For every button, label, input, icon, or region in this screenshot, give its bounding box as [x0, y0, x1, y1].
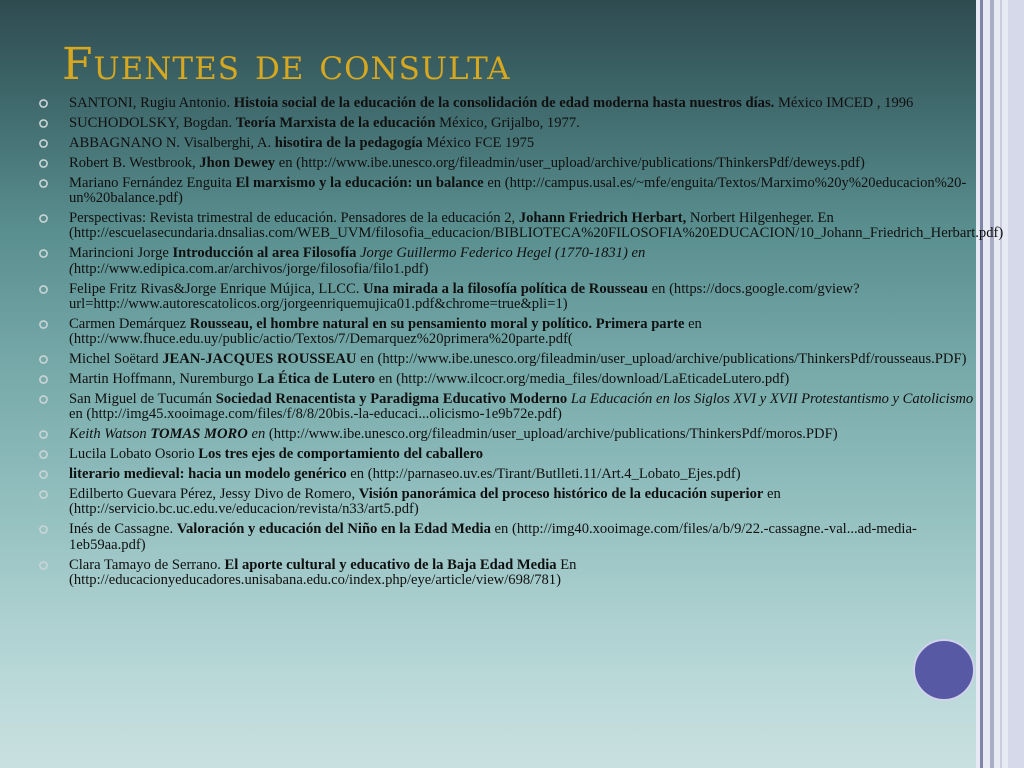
reference-item — [38, 209, 1004, 242]
reference-text-part: Edilberto Guevara Pérez, Jessy Divo de Romero, — [69, 486, 359, 503]
ring-bullet-icon — [38, 449, 49, 460]
reference-text-part: en (http://www.fhuce.edu.uy/public/actio/Textos/7/Demarquez%20primera%20parte.pdf( — [69, 315, 702, 348]
reference-text-part: en (http://parnaseo.uv.es/Tirant/Butlleti.11/Art.4_Lobato_Ejes.pdf) — [346, 466, 741, 483]
reference-text-part: En (http://educacionyeducadores.unisabana.edu.co/index.php/eye/article/view/698/781) — [69, 556, 577, 589]
ring-bullet-icon — [38, 98, 49, 109]
reference-text-part: Marincioni Jorge — [69, 245, 173, 262]
reference-text-part: Mariano Fernández Enguita — [69, 174, 236, 191]
right-border-decoration — [976, 0, 1024, 768]
reference-text-part: hisotira de la pedagogía — [274, 134, 423, 151]
reference-item — [38, 156, 982, 171]
reference-text-part: Lucila Lobato Osorio — [69, 446, 199, 463]
reference-text-part: en (http://www.ibe.unesco.org/fileadmin/user_upload/archive/publications/ThinkersPdf/deweys.pdf) — [275, 154, 865, 171]
reference-item — [38, 317, 982, 348]
reference-text-part: México IMCED , 1996 — [774, 95, 914, 111]
ring-bullet-icon — [38, 319, 49, 330]
reference-text-part: SANTONI, Rugiu Antonio. — [69, 95, 234, 111]
reference-item — [38, 96, 982, 111]
reference-text-part: Martin Hoffmann, Nuremburgo — [69, 371, 258, 388]
reference-text-part: Visión panorámica del proceso histórico de la educación superior — [358, 486, 764, 503]
reference-text-part: en (http://img40.xooimage.com/files/a/b/9/22.-cassagne.-val...ad-media-1eb59aa.pdf) — [69, 521, 917, 553]
ring-bullet-icon — [38, 213, 49, 224]
reference-text-part: Rousseau, el hombre natural en su pensamiento moral y político. Primera parte — [189, 315, 685, 332]
reference-text-part: Teoría Marxista de la educación — [235, 114, 436, 131]
reference-text-part: La Ética de Lutero — [257, 371, 376, 388]
ring-bullet-icon — [38, 524, 49, 535]
reference-text-part: (http://www.ibe.unesco.org/fileadmin/user_upload/archive/publications/ThinkersPdf/moros.PDF) — [265, 426, 838, 443]
ring-bullet-icon — [38, 354, 49, 365]
reference-item — [38, 467, 982, 482]
reference-text-part: ABBAGNANO N. Visalberghi, A. — [69, 134, 275, 151]
reference-text-part: Robert B. Westbrook, — [69, 154, 200, 171]
reference-item — [38, 392, 982, 423]
border-stripe — [990, 0, 994, 768]
reference-text-part: La Educación en los Siglos XVI y XVII Protestantismo y Catolicismo — [567, 391, 974, 407]
reference-text-part: en (https://docs.google.com/gview?url=http://www.autorescatolicos.org/jorgeenriquemujica01.pdf&chrome=true&pli=1) — [69, 280, 860, 312]
ring-bullet-icon — [38, 560, 49, 571]
reference-text-part: Keith Watson — [69, 426, 151, 443]
reference-text-part: en (http://www.ilcocr.org/media_files/download/LaEticadeLutero.pdf) — [375, 371, 790, 388]
slide-title: Fuentes de consulta — [62, 39, 511, 90]
reference-item — [38, 522, 982, 553]
reference-text-part: Carmen Demárquez — [69, 315, 190, 332]
reference-text-part: TOMAS MORO — [150, 426, 248, 443]
ring-bullet-icon — [38, 118, 49, 129]
ring-bullet-icon — [38, 489, 49, 500]
reference-text-part: Valoración y educación del Niño en la Edad Media — [176, 521, 491, 538]
reference-text-part: en (http://servicio.bc.uc.edu.ve/educacion/revista/n33/art5.pdf) — [69, 486, 781, 518]
reference-text-part: JEAN-JACQUES ROUSSEAU — [162, 351, 357, 368]
reference-text-part: Felipe Fritz Rivas&Jorge Enrique Mújica, LLCC. — [69, 280, 363, 297]
circle-decoration — [913, 639, 975, 701]
ring-bullet-icon — [38, 394, 49, 405]
reference-text-part: Clara Tamayo de Serrano. — [69, 556, 225, 573]
reference-text-part: México FCE 1975 — [422, 134, 535, 151]
reference-item — [38, 487, 982, 518]
reference-item — [38, 372, 982, 387]
ring-bullet-icon — [38, 178, 49, 189]
reference-text-part: Jhon Dewey — [199, 154, 276, 171]
reference-text-part: en (http://campus.usal.es/~mfe/enguita/Textos/Marximo%20y%20educacion%20-un%20balance.pdf) — [69, 174, 967, 207]
reference-text-part: Sociedad Renacentista y Paradigma Educativo Moderno — [215, 391, 568, 407]
reference-text-part: Una mirada a la filosofía política de Rousseau — [363, 280, 648, 297]
ring-bullet-icon — [38, 248, 49, 259]
ring-bullet-icon — [38, 374, 49, 385]
reference-item — [38, 136, 982, 151]
ring-bullet-icon — [38, 469, 49, 480]
reference-text-part: Perspectivas: Revista trimestral de educación. Pensadores de la educación 2, — [69, 209, 519, 226]
reference-item — [38, 116, 982, 131]
reference-text-part: Los tres ejes de comportamiento del caballero — [198, 446, 484, 463]
border-stripe — [1008, 0, 1024, 768]
reference-text-part: Inés de Cassagne. — [69, 521, 177, 538]
reference-item — [38, 558, 982, 589]
reference-item — [38, 352, 982, 367]
reference-item — [38, 282, 982, 313]
reference-text-part: Introducción al area Filosofía — [172, 245, 357, 262]
reference-text-part: literario medieval: hacia un modelo genérico — [69, 466, 347, 483]
border-stripe — [1000, 0, 1002, 768]
reference-item — [38, 427, 982, 442]
reference-text-part: en (http://www.ibe.unesco.org/fileadmin/user_upload/archive/publications/ThinkersPdf/rousseaus.PDF) — [356, 351, 967, 368]
reference-text-part: en (http://img45.xooimage.com/files/f/8/8/20bis.-la-educaci...olicismo-1e9b72e.pdf) — [69, 406, 562, 423]
reference-text-part: San Miguel de Tucumán — [69, 391, 216, 407]
ring-bullet-icon — [38, 138, 49, 149]
ring-bullet-icon — [38, 158, 49, 169]
reference-text-part: Norbert Hilgenheger. En (http://escuelasecundaria.dnsalias.com/WEB_UVM/filosofia_educacion/BIBLIOTECA%20FILOSOFIA%20EDUCACION/10_Johann_Friedrich_Herbart.pdf) — [69, 209, 1004, 242]
reference-item — [38, 447, 982, 462]
reference-text-part: http://www.edipica.com.ar/archivos/jorge/filosofia/filo1.pdf) — [73, 260, 429, 277]
reference-text-part: México, Grijalbo, 1977. — [435, 114, 580, 131]
reference-text-part: Histoia social de la educación de la consolidación de edad moderna hasta nuestros días. — [233, 95, 775, 111]
reference-item — [38, 176, 982, 207]
reference-list — [38, 95, 1004, 593]
reference-text-part: en — [247, 426, 266, 443]
reference-text-part: El aporte cultural y educativo de la Baja Edad Media — [224, 556, 557, 573]
reference-item — [38, 246, 982, 277]
reference-text-part: Jorge Guillermo Federico Hegel (1770-1831) en ( — [69, 245, 646, 277]
ring-bullet-icon — [38, 284, 49, 295]
reference-text-part: El marxismo y la educación: un balance — [235, 174, 484, 191]
reference-text-part: Johann Friedrich Herbart, — [518, 209, 687, 226]
reference-text-part: SUCHODOLSKY, Bogdan. — [69, 114, 236, 131]
reference-text-part: Michel Soëtard — [69, 351, 163, 368]
ring-bullet-icon — [38, 429, 49, 440]
